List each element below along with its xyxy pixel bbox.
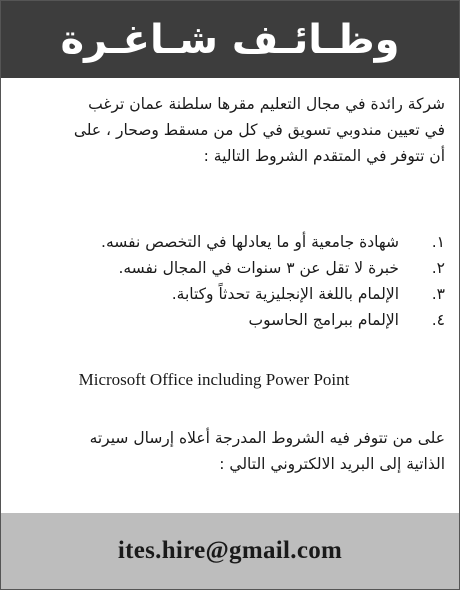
requirements-list (17, 229, 445, 333)
intro-paragraph (17, 91, 445, 169)
closing-line: على من تتوفر فيه الشروط المدرجة أعلاه إرسال سيرته (89, 429, 445, 447)
header-banner (1, 1, 459, 78)
requirement-number: ١. (431, 233, 445, 251)
contact-footer (1, 513, 459, 589)
requirement-text: خبرة لا تقل عن ٣ سنوات في المجال نفسه. (118, 259, 399, 277)
requirement-number: ٢. (431, 259, 445, 277)
intro-line: في تعيين مندوبي تسويق في كل من مسقط وصحار ، على (73, 121, 445, 139)
intro-line: شركة رائدة في مجال التعليم مقرها سلطنة عمان ترغب (88, 95, 445, 113)
requirement-text: شهادة جامعية أو ما يعادلها في التخصص نفسه. (101, 233, 399, 251)
software-requirement-text: Microsoft Office including Power Point (78, 370, 350, 389)
requirement-item (17, 281, 445, 307)
requirement-number: ٣. (431, 285, 445, 303)
requirement-text: الإلمام باللغة الإنجليزية تحدثاً وكتابة. (171, 285, 399, 303)
requirement-text: الإلمام ببرامج الحاسوب (248, 311, 399, 329)
contact-email: ites.hire@gmail.com (117, 537, 343, 564)
intro-line: أن تتوفر في المتقدم الشروط التالية : (203, 147, 445, 165)
closing-line: الذاتية إلى البريد الالكتروني التالي : (219, 455, 445, 473)
requirement-number: ٤. (431, 311, 445, 329)
requirement-item (17, 255, 445, 281)
ad-title: وظـائـف شـاغـرة (60, 16, 400, 63)
software-requirement (1, 367, 459, 393)
requirement-item (17, 307, 445, 333)
closing-paragraph (17, 425, 445, 477)
requirement-item (17, 229, 445, 255)
